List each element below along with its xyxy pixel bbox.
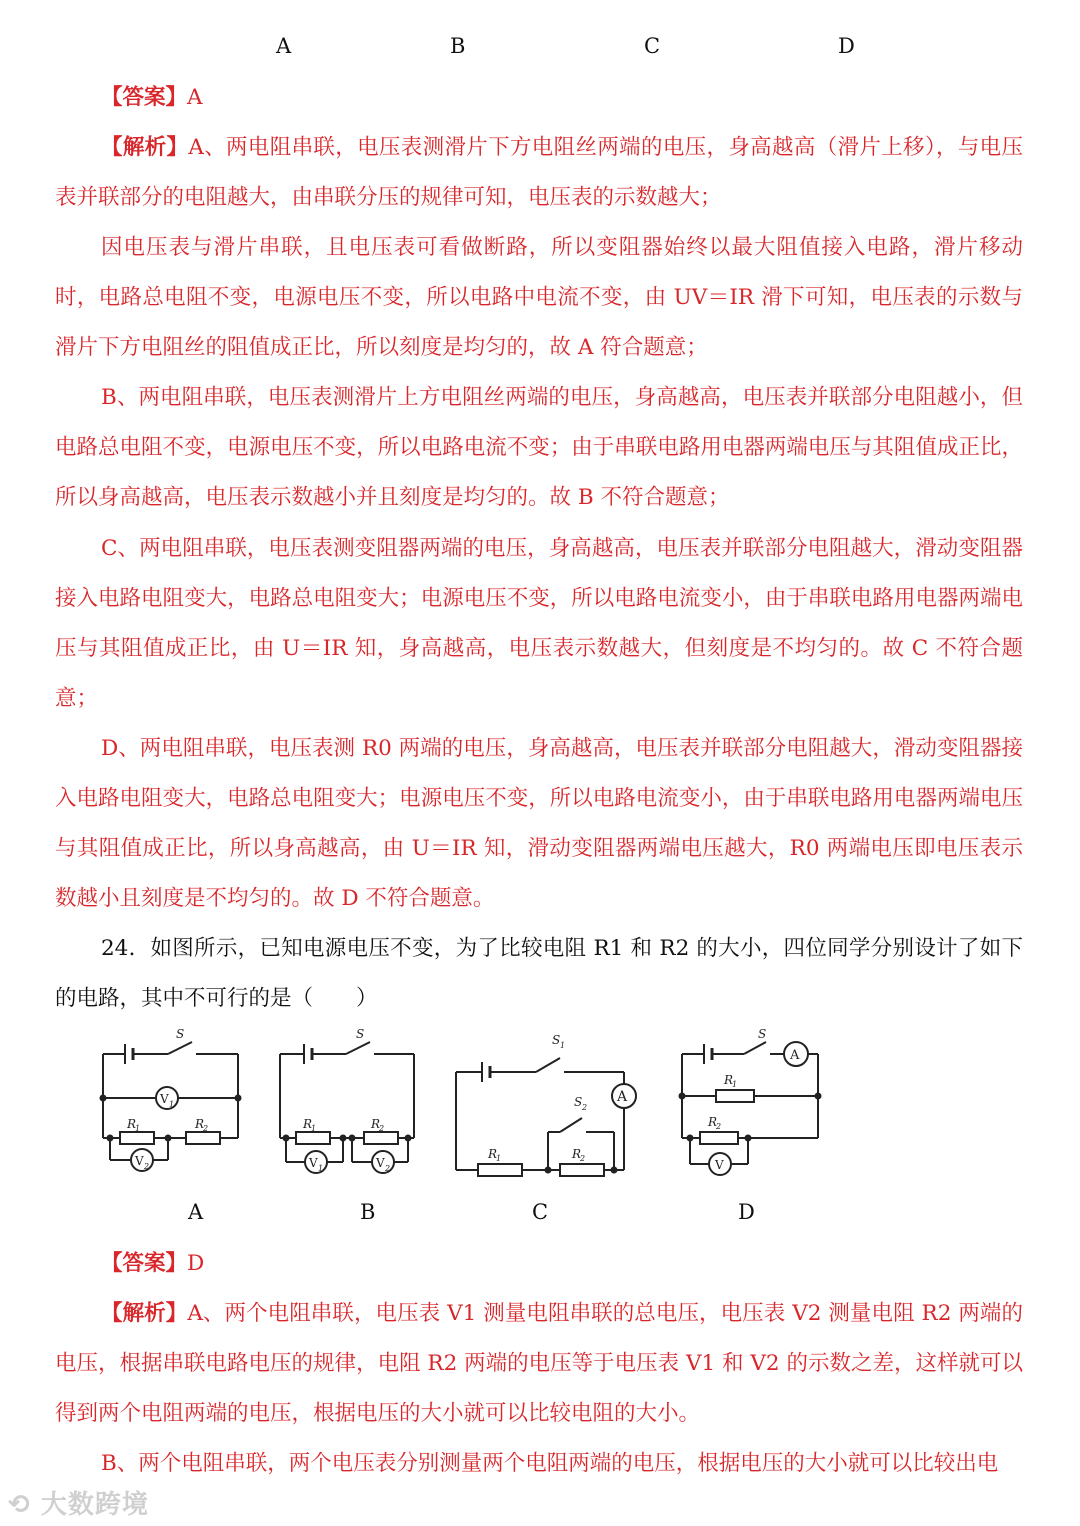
svg-text:V: V — [309, 1156, 318, 1170]
svg-text:2: 2 — [385, 1164, 391, 1173]
option-label-b: B — [450, 34, 466, 58]
svg-text:2: 2 — [144, 1162, 150, 1171]
answer-tag: 【答案】 — [101, 85, 188, 110]
option-label-a: A — [276, 34, 292, 58]
svg-text:2: 2 — [379, 1124, 385, 1133]
svg-text:1: 1 — [496, 1154, 502, 1163]
svg-text:R: R — [303, 1117, 313, 1131]
q24-answer — [101, 1239, 1001, 1289]
svg-text:R: R — [195, 1117, 205, 1131]
svg-text:R: R — [127, 1117, 137, 1131]
analysis-text: A、两个电阻串联，电压表 V1 测量电阻串联的总电压，电压表 V2 测量电阻 R2 两端的电压，根据串联电路电压的规律，电阻 R2 两端的电压等于电压表 V1 和 V2 的示数之差，这样就可以得到两个电阻两端的电压，根据电压的大小就可以比较电阻的大小。 — [55, 1301, 1023, 1426]
svg-text:1: 1 — [732, 1080, 738, 1089]
q23-analysis-b: B、两电阻串联，电压表测滑片上方电阻丝两端的电压，身高越高，电压表并联部分电阻越小，但电路总电阻不变，电源电压不变，所以电路电流不变；由于串联电路用电器两端电压与其阻值成正比，所以身高越高，电压表示数越小并且刻度是均匀的。故 B 不符合题意； — [55, 385, 1023, 510]
figure-caption-d: D — [738, 1200, 755, 1224]
answer-value: A — [187, 85, 203, 110]
svg-text:S: S — [552, 1033, 561, 1047]
svg-text:1: 1 — [135, 1124, 141, 1133]
q24-analysis-a — [55, 1289, 1023, 1439]
svg-text:V: V — [135, 1154, 144, 1168]
figure-caption-b: B — [360, 1200, 376, 1224]
q23-analysis-para-2: 因电压表与滑片串联，且电压表可看做断路，所以变阻器始终以最大阻值接入电路，滑片移动时，电路总电阻不变，电源电压不变，所以电路中电流不变，由 UV＝IR 滑下可知，电压表的示数与滑片下方电阻丝的阻值成正比，所以刻度是均匀的，故 A 符合题意； — [55, 235, 1023, 360]
svg-text:1: 1 — [169, 1100, 175, 1109]
svg-text:2: 2 — [582, 1103, 588, 1112]
q23-analysis-d: D、两电阻串联，电压表测 R0 两端的电压，身高越高，电压表并联部分电阻越大，滑动变阻器接入电路电阻变大，电路总电阻变大；电源电压不变，所以电路电流变小，由于串联电路用电器两端电压与其阻值成正比，所以身高越高，由 U＝IR 知，滑动变阻器两端电压越大，R0 两端电压即电压表示数越小且刻度是不均匀的。故 D 不符合题意。 — [55, 736, 1023, 911]
svg-text:S: S — [176, 1027, 185, 1041]
circuit-figures — [0, 1020, 1080, 1190]
analysis-tag: 【解析】 — [101, 1301, 188, 1326]
circuit-b — [280, 1042, 414, 1173]
analysis-tag: 【解析】 — [101, 135, 189, 160]
option-label-c: C — [644, 34, 661, 58]
svg-text:R: R — [488, 1147, 498, 1161]
answer-value: D — [187, 1251, 205, 1276]
answer-tag: 【答案】 — [101, 1251, 188, 1276]
svg-text:A: A — [790, 1048, 800, 1063]
circuit-c — [456, 1058, 636, 1176]
svg-text:V: V — [376, 1156, 385, 1170]
svg-text:2: 2 — [580, 1154, 586, 1163]
svg-text:S: S — [758, 1027, 767, 1041]
svg-text:2: 2 — [203, 1124, 209, 1133]
svg-text:A: A — [617, 1089, 628, 1105]
svg-text:1: 1 — [560, 1041, 566, 1050]
svg-text:2: 2 — [716, 1122, 722, 1131]
svg-text:R: R — [371, 1117, 381, 1131]
svg-text:V: V — [715, 1158, 724, 1172]
option-label-d: D — [838, 34, 855, 58]
q24-question: 24．如图所示，已知电源电压不变，为了比较电阻 R1 和 R2 的大小，四位同学分别设计了如下的电路，其中不可行的是（ ） — [55, 936, 1023, 1011]
svg-text:V: V — [160, 1092, 169, 1106]
svg-text:R: R — [572, 1147, 582, 1161]
watermark: ⟲ 大数跨境 — [8, 1490, 149, 1520]
svg-text:S: S — [574, 1095, 583, 1109]
svg-text:S: S — [356, 1027, 365, 1041]
svg-text:R: R — [724, 1073, 734, 1087]
analysis-text: A、两电阻串联，电压表测滑片下方电阻丝两端的电压，身高越高（滑片上移），与电压表并联部分的电阻越大，由串联分压的规律可知，电压表的示数越大； — [55, 135, 1023, 210]
q23-analysis-c: C、两电阻串联，电压表测变阻器两端的电压，身高越高，电压表并联部分电阻越大，滑动变阻器接入电路电阻变大，电路总电阻变大；电源电压不变，所以电路电流变小，由于串联电路用电器两端电压与其阻值成正比，由 U＝IR 知，身高越高，电压表示数越大，但刻度是不均匀的。故 C 不符合题意； — [55, 536, 1023, 711]
watermark-logo-icon: ⟲ — [8, 1490, 41, 1520]
figure-caption-a: A — [188, 1200, 204, 1224]
svg-text:1: 1 — [311, 1124, 317, 1133]
q23-answer — [101, 73, 1001, 123]
figure-caption-c: C — [532, 1200, 549, 1224]
q23-analysis-a — [55, 123, 1023, 223]
q24-analysis-b: B、两个电阻串联，两个电压表分别测量两个电阻两端的电压，根据电压的大小就可以比较出电 — [101, 1451, 999, 1476]
svg-text:1: 1 — [318, 1164, 324, 1173]
svg-text:R: R — [708, 1115, 718, 1129]
